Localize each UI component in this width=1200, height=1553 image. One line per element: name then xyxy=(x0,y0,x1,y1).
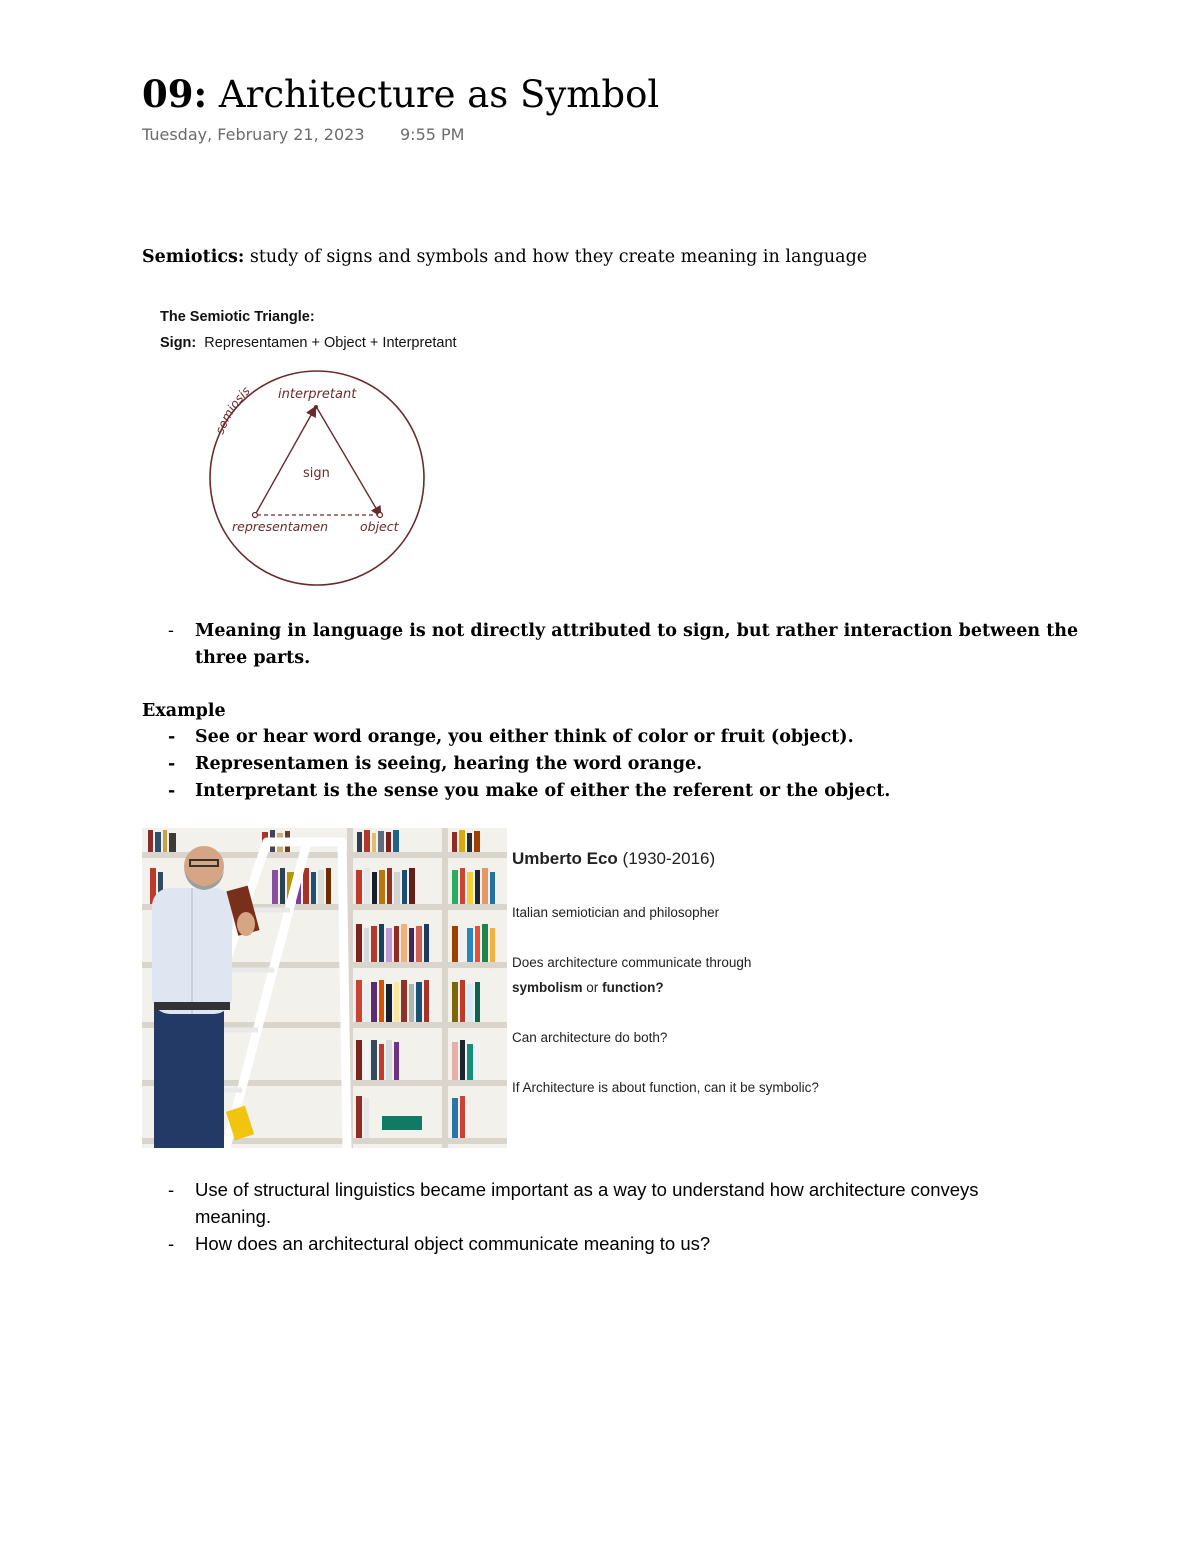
interpretant-label: interpretant xyxy=(278,387,357,402)
title-number: 09: xyxy=(142,72,208,116)
eco-or: or xyxy=(586,980,599,995)
object-label: object xyxy=(360,519,399,534)
bullet-dash: - xyxy=(168,1233,175,1254)
meaning-line-1: Meaning in language is not directly attributed to sign, but rather interaction between the xyxy=(195,621,1079,641)
title-text: Architecture as Symbol xyxy=(218,73,660,116)
bullet-dash: - xyxy=(168,621,174,641)
example-item-1: See or hear word orange, you either think of color or fruit (object). xyxy=(195,727,854,747)
arrow-representamen-interpretant xyxy=(255,408,315,515)
semiotics-term: Semiotics: xyxy=(142,247,245,267)
representamen-node xyxy=(253,513,258,518)
bullet-dash: - xyxy=(168,1179,175,1200)
semiotic-triangle-diagram xyxy=(160,305,470,590)
object-node xyxy=(378,513,383,518)
semiosis-label: semiosis xyxy=(212,383,253,437)
example-item-3: Interpretant is the sense you make of either the referent or the object. xyxy=(195,781,891,801)
eco-symbolism: symbolism xyxy=(512,980,583,995)
eco-name-line xyxy=(512,849,715,869)
eco-question-3: If Architecture is about function, can it be symbolic? xyxy=(512,1080,819,1095)
representamen-label: representamen xyxy=(232,519,329,534)
list-item xyxy=(168,1176,979,1230)
meaning-line-2: three parts. xyxy=(195,648,311,668)
bullet-dash: - xyxy=(168,781,176,801)
list-item xyxy=(168,1230,979,1257)
eco-name: Umberto Eco xyxy=(512,849,618,868)
eco-question-2: Can architecture do both? xyxy=(512,1030,668,1045)
figure-heading: The Semiotic Triangle: xyxy=(160,309,315,325)
umberto-eco-photo xyxy=(142,828,507,1148)
bullet-dash: - xyxy=(168,727,176,747)
arrow-interpretant-object xyxy=(317,408,380,515)
figure-sign-label: Sign: xyxy=(160,335,197,351)
semiotics-definition-text: study of signs and symbols and how they create meaning in language xyxy=(249,247,868,267)
sign-label: sign xyxy=(303,466,330,481)
eco-question-1-line-1: Does architecture communicate through xyxy=(512,955,752,970)
semiotic-triangle-figure xyxy=(160,305,470,590)
eco-function: function? xyxy=(602,980,664,995)
interpretant-node xyxy=(314,405,318,409)
example-item-2: Representamen is seeing, hearing the word orange. xyxy=(195,754,703,774)
list-item xyxy=(168,751,890,778)
list-item xyxy=(168,724,890,751)
figure-sign-text: Representamen + Object + Interpretant xyxy=(204,335,457,351)
meaning-list xyxy=(168,618,1078,672)
bullet-dash: - xyxy=(168,754,176,774)
list-item xyxy=(168,778,890,805)
eco-years: (1930-2016) xyxy=(622,849,716,868)
example-heading: Example xyxy=(142,701,226,721)
eco-question-1-line-2 xyxy=(512,980,664,995)
closing-item-1-line-2: meaning. xyxy=(195,1206,272,1227)
page-date: Tuesday, February 21, 2023 xyxy=(142,125,365,144)
closing-item-2: How does an architectural object communicate meaning to us? xyxy=(195,1233,711,1254)
library-photo-illustration xyxy=(142,828,507,1148)
page-time: 9:55 PM xyxy=(400,125,465,144)
semiotics-definition xyxy=(142,244,867,271)
page-title xyxy=(142,70,659,119)
closing-item-1-line-1: Use of structural linguistics became important as a way to understand how architecture conveys xyxy=(195,1179,979,1200)
closing-list xyxy=(168,1176,979,1257)
list-item xyxy=(168,618,1078,672)
example-list xyxy=(168,724,890,805)
eco-role: Italian semiotician and philosopher xyxy=(512,905,720,920)
